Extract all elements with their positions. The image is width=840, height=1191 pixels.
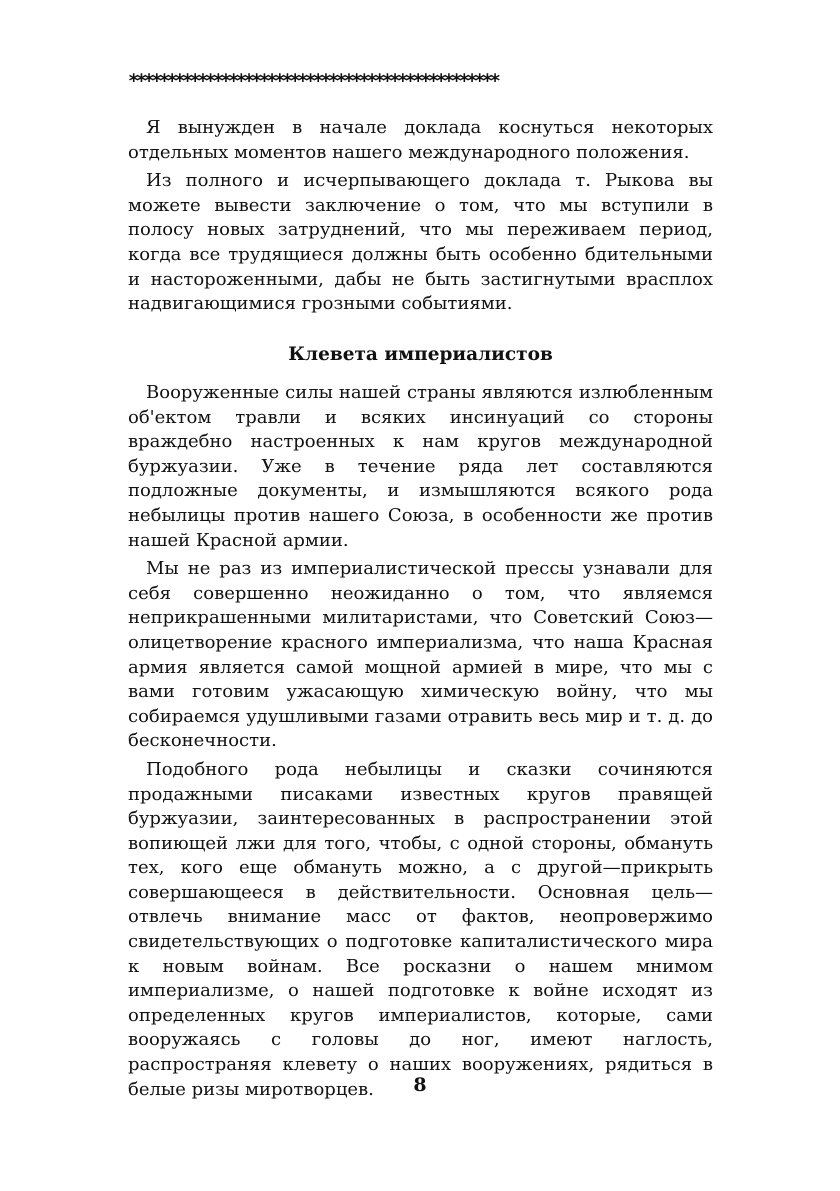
section-heading: Клевета империалистов — [288, 344, 553, 365]
paragraph: Из полного и исчерпывающего доклада т. Рыкова вы можете вывести заключение о том, что мы вступили в полосу новых затруднений, что мы переживаем период, когда все трудящиеся должны быть особенно бдительными и настороженными, дабы не быть застигнутыми врасплох надвигающимися грозными событиями. — [128, 170, 713, 315]
paragraph: Я вынужден в начале доклада коснуться некоторых отдельных моментов нашего международного положения. — [128, 117, 713, 163]
intro-text — [128, 116, 713, 317]
paragraph: Подобного рода небылицы и сказки сочиняются продажными писаками известных кругов правящей буржуазии, заинтересованных в распространении этой вопиющей лжи для того, чтобы, с одной стороны, обмануть тех, кого еще обмануть можно, а с другой—прикрыть совершающееся в действительности. Основная цель—отвлечь внимание масс от фактов, неопровержимо свидетельствующих о подготовке капиталистического мира к новым войнам. Все росказни о нашем мнимом империализме, о нашей подготовке к войне исходят из определенных кругов империалистов, которые, сами вооружаясь с головы до ног, имеют наглость, распространяя клевету о наших вооружениях, рядиться в белые ризы миротворцев. — [128, 758, 713, 1100]
paragraph: Мы не раз из империалистической прессы узнавали для себя совершенно неожиданно о том, что являемся неприкрашенными милитаристами, что Советский Союз—олицетворение красного империализма, что наша Красная армия является самой мощной армией в мире, что мы с вами готовим ужасающую химическую войну, что мы собираемся удушливыми газами отравить весь мир и т. д. до бесконечности. — [128, 558, 713, 752]
section-text — [128, 381, 713, 1102]
paragraph: Вооруженные силы нашей страны являются излюбленным об'ектом травли и всяких инсинуаций со стороны враждебно настроенных к нам кругов международной буржуазии. Уже в течение ряда лет составляются подложные документы, и измышляются всякого рода небылицы против нашего Союза, в особенности же против нашей Красной армии. — [128, 382, 713, 551]
star-separator: ************************************************ — [128, 70, 498, 92]
page-number: 8 — [413, 1074, 427, 1096]
